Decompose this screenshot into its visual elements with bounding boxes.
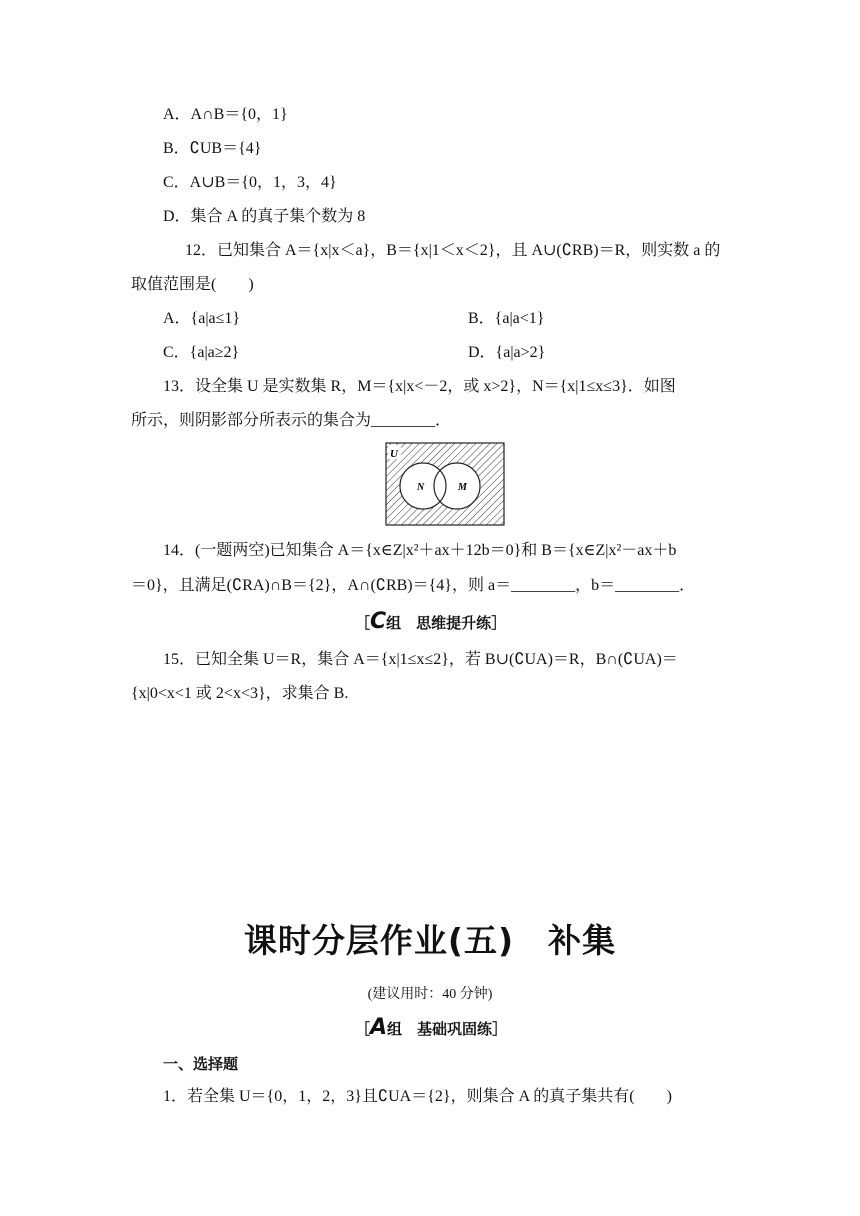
q12-option-b: B．{a|a<1} xyxy=(468,310,545,327)
q15-stem-line2: {x|0<x<1 或 2<x<3}，求集合 B. xyxy=(131,685,349,702)
q12-stem-line2: 取值范围是( ) xyxy=(131,276,254,293)
group-letter: C xyxy=(370,609,387,634)
q11-option-b: B．∁UB＝{4} xyxy=(163,140,262,157)
q11-option-c: C．A∪B＝{0，1，3，4} xyxy=(163,174,337,191)
group-a-header xyxy=(355,1015,507,1040)
q12-option-c: C．{a|a≥2} xyxy=(163,344,240,361)
section-heading: 一、选择题 xyxy=(163,1055,239,1073)
venn-diagram xyxy=(385,442,505,526)
q11-option-a: A．A∩B＝{0，1} xyxy=(163,106,288,123)
q13-stem-line2: 所示，则阴影部分所表示的集合为________． xyxy=(131,412,452,429)
group-title: 组 基础巩固练 xyxy=(387,1020,493,1038)
q13-stem-line1: 13．设全集 U 是实数集 R，M＝{x|x<－2，或 x>2}，N＝{x|1≤x≤3}．如图 xyxy=(163,378,676,395)
q12-option-d: D．{a|a>2} xyxy=(468,344,546,361)
page-title: 课时分层作业(五) 补集 xyxy=(243,921,617,960)
q14-stem-line2: ＝0}，且满足(∁RA)∩B＝{2}，A∩(∁RB)＝{4}，则 a＝________，b＝________． xyxy=(131,577,696,594)
set-n-label: N xyxy=(417,482,425,493)
bracket-open: ［ xyxy=(355,1020,371,1038)
group-letter: A xyxy=(370,1015,388,1040)
suggested-time: (建议用时：40 分钟) xyxy=(367,987,493,1002)
q11-option-d: D．集合 A 的真子集个数为 8 xyxy=(163,208,366,225)
q12-stem-line1: 12．已知集合 A＝{x|x＜a}，B＝{x|1＜x＜2}，且 A∪(∁RB)＝R，则实数 a 的 xyxy=(185,242,721,259)
group-c-header xyxy=(355,609,506,634)
q14-stem-line1: 14．(一题两空)已知集合 A＝{x∈Z|x²＋ax＋12b＝0}和 B＝{x∈Z|x²－ax＋b xyxy=(163,542,677,559)
q15-stem-line1: 15．已知全集 U＝R，集合 A＝{x|1≤x≤2}，若 B∪(∁UA)＝R，B∩(∁UA)＝ xyxy=(163,651,678,668)
q12-option-a: A．{a|a≤1} xyxy=(163,310,241,327)
set-m-label: M xyxy=(458,482,467,493)
hw-q1-stem: 1．若全集 U＝{0，1，2，3}且∁UA＝{2}，则集合 A 的真子集共有( ) xyxy=(163,1088,672,1105)
universe-label: U xyxy=(390,448,398,460)
bracket-open: ［ xyxy=(355,614,371,632)
bracket-close: ］ xyxy=(492,1020,508,1038)
group-title: 组 思维提升练 xyxy=(386,614,492,632)
shaded-region xyxy=(386,443,504,525)
bracket-close: ］ xyxy=(491,614,507,632)
